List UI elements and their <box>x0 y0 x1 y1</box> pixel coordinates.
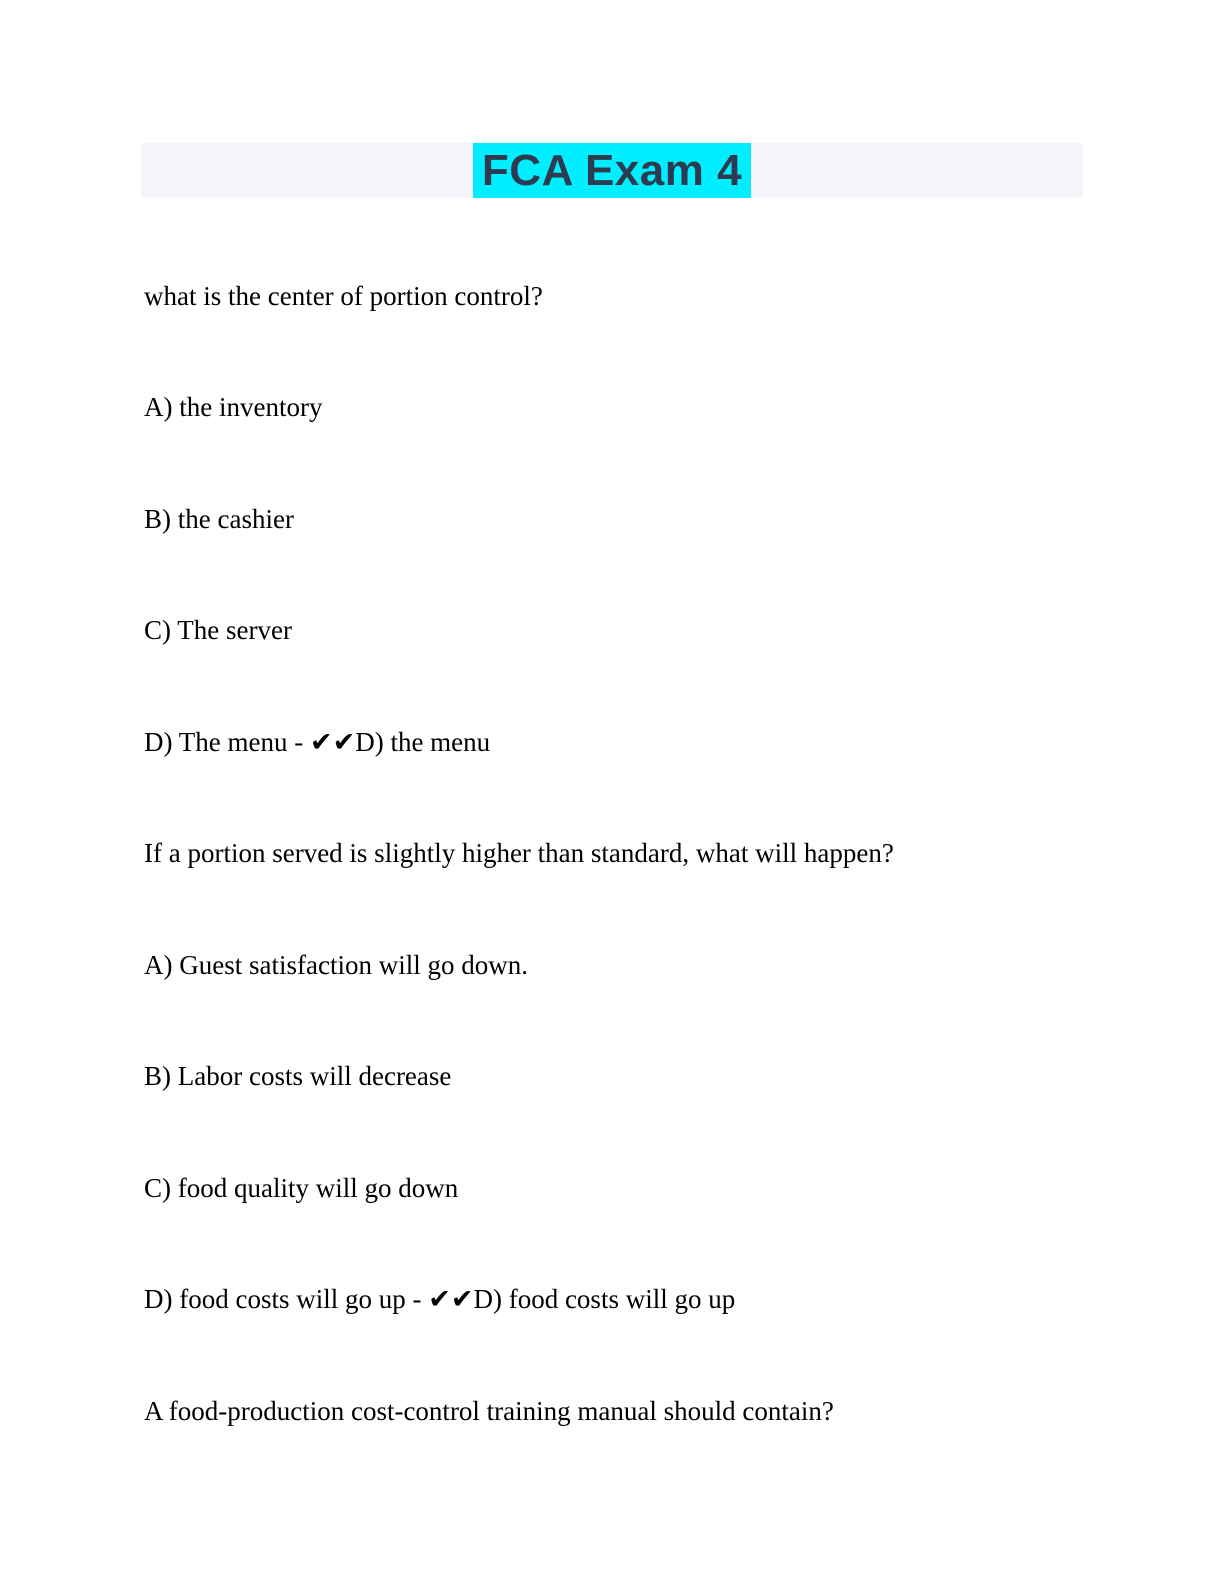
title-highlight <box>473 143 751 198</box>
question-3-text: A food-production cost-control training manual should contain? <box>144 1396 834 1426</box>
question-1-option-c: C) The server <box>144 615 292 645</box>
question-1-option-b: B) the cashier <box>144 504 294 534</box>
title-banner <box>141 143 1083 198</box>
question-1-option-a: A) the inventory <box>144 392 323 422</box>
question-2-option-d-correct: D) food costs will go up - ✔✔D) food costs will go up <box>144 1284 736 1314</box>
page-title: FCA Exam 4 <box>481 145 743 195</box>
question-1-text: what is the center of portion control? <box>144 281 543 311</box>
question-1-option-d-correct: D) The menu - ✔✔D) the menu <box>144 727 491 757</box>
question-2-option-b: B) Labor costs will decrease <box>144 1061 452 1091</box>
question-2-text: If a portion served is slightly higher than standard, what will happen? <box>144 838 894 868</box>
question-2-option-a: A) Guest satisfaction will go down. <box>144 950 528 980</box>
question-2-option-c: C) food quality will go down <box>144 1173 459 1203</box>
